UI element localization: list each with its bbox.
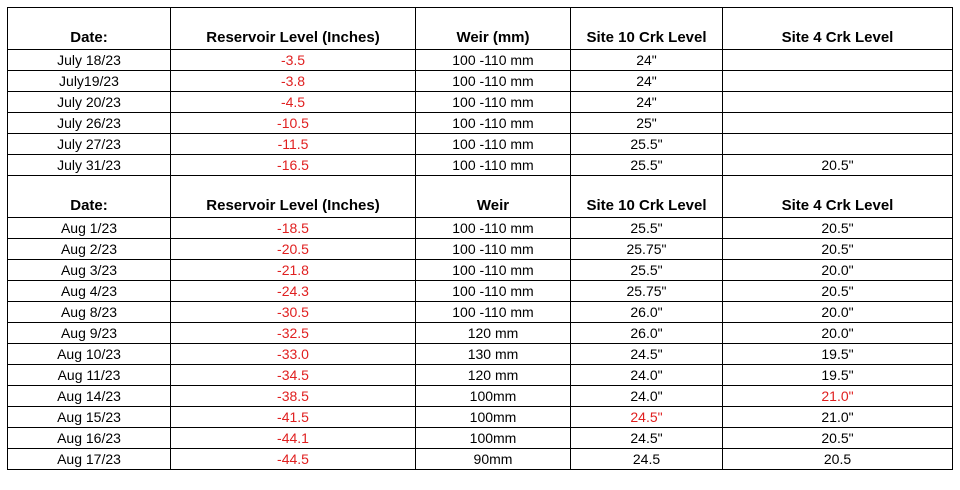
cell-site10: 25.5" (571, 134, 723, 155)
cell-site4: 20.0" (723, 323, 953, 344)
cell-site10: 24.0" (571, 365, 723, 386)
table-row (8, 155, 953, 176)
cell-site10: 25.5" (571, 260, 723, 281)
header-weir: Weir (416, 176, 571, 218)
table-row (8, 344, 953, 365)
cell-reservoir: -11.5 (171, 134, 416, 155)
table-row (8, 134, 953, 155)
table-row (8, 113, 953, 134)
cell-date: Aug 4/23 (8, 281, 171, 302)
cell-site10: 24.5 (571, 449, 723, 470)
cell-site10: 24.5" (571, 407, 723, 428)
header-reservoir-level: Reservoir Level (Inches) (171, 8, 416, 50)
cell-site10: 25.5" (571, 218, 723, 239)
cell-weir: 100 -110 mm (416, 239, 571, 260)
cell-site10: 25" (571, 113, 723, 134)
cell-site4: 21.0" (723, 386, 953, 407)
table-row (8, 50, 953, 71)
cell-site4 (723, 134, 953, 155)
cell-reservoir: -4.5 (171, 92, 416, 113)
cell-date: Aug 3/23 (8, 260, 171, 281)
table-body (8, 8, 953, 470)
cell-date: July 18/23 (8, 50, 171, 71)
cell-weir: 100 -110 mm (416, 155, 571, 176)
cell-reservoir: -3.8 (171, 71, 416, 92)
header-reservoir-level: Reservoir Level (Inches) (171, 176, 416, 218)
cell-site10: 25.75" (571, 281, 723, 302)
cell-site4: 20.0" (723, 260, 953, 281)
cell-reservoir: -41.5 (171, 407, 416, 428)
cell-weir: 90mm (416, 449, 571, 470)
cell-date: Aug 14/23 (8, 386, 171, 407)
table-row (8, 281, 953, 302)
cell-reservoir: -3.5 (171, 50, 416, 71)
cell-site4: 19.5" (723, 344, 953, 365)
table-row (8, 239, 953, 260)
cell-date: July 20/23 (8, 92, 171, 113)
cell-site10: 24.5" (571, 344, 723, 365)
cell-weir: 100 -110 mm (416, 260, 571, 281)
cell-date: Aug 9/23 (8, 323, 171, 344)
cell-weir: 100mm (416, 407, 571, 428)
table-row (8, 407, 953, 428)
cell-weir: 130 mm (416, 344, 571, 365)
cell-site10: 25.5" (571, 155, 723, 176)
water-level-table (7, 7, 953, 470)
cell-reservoir: -33.0 (171, 344, 416, 365)
cell-site10: 25.75" (571, 239, 723, 260)
cell-site10: 24.0" (571, 386, 723, 407)
cell-site4 (723, 92, 953, 113)
cell-date: Aug 8/23 (8, 302, 171, 323)
cell-reservoir: -18.5 (171, 218, 416, 239)
cell-date: Aug 10/23 (8, 344, 171, 365)
table-row (8, 449, 953, 470)
cell-date: Aug 2/23 (8, 239, 171, 260)
cell-reservoir: -24.3 (171, 281, 416, 302)
cell-site10: 24.5" (571, 428, 723, 449)
header-row (8, 176, 953, 218)
cell-site4 (723, 71, 953, 92)
cell-weir: 120 mm (416, 365, 571, 386)
cell-weir: 100 -110 mm (416, 134, 571, 155)
cell-date: July 26/23 (8, 113, 171, 134)
table-row (8, 92, 953, 113)
cell-weir: 100 -110 mm (416, 218, 571, 239)
cell-weir: 100 -110 mm (416, 302, 571, 323)
cell-site4: 20.5" (723, 428, 953, 449)
cell-reservoir: -10.5 (171, 113, 416, 134)
cell-site10: 26.0" (571, 323, 723, 344)
cell-reservoir: -44.5 (171, 449, 416, 470)
cell-site4: 21.0" (723, 407, 953, 428)
cell-date: Aug 1/23 (8, 218, 171, 239)
cell-date: Aug 16/23 (8, 428, 171, 449)
cell-weir: 100 -110 mm (416, 92, 571, 113)
header-site10-level: Site 10 Crk Level (571, 176, 723, 218)
cell-reservoir: -32.5 (171, 323, 416, 344)
cell-date: July 27/23 (8, 134, 171, 155)
table-row (8, 218, 953, 239)
table-row (8, 71, 953, 92)
cell-reservoir: -30.5 (171, 302, 416, 323)
cell-date: Aug 17/23 (8, 449, 171, 470)
header-row (8, 8, 953, 50)
cell-weir: 100 -110 mm (416, 113, 571, 134)
header-site4-level: Site 4 Crk Level (723, 176, 953, 218)
table-row (8, 365, 953, 386)
header-weir: Weir (mm) (416, 8, 571, 50)
cell-reservoir: -38.5 (171, 386, 416, 407)
cell-site4: 20.5" (723, 239, 953, 260)
table-row (8, 428, 953, 449)
cell-reservoir: -20.5 (171, 239, 416, 260)
cell-date: July19/23 (8, 71, 171, 92)
cell-site4: 20.5" (723, 281, 953, 302)
cell-date: Aug 11/23 (8, 365, 171, 386)
table-row (8, 386, 953, 407)
cell-site4: 19.5" (723, 365, 953, 386)
table-row (8, 260, 953, 281)
cell-reservoir: -44.1 (171, 428, 416, 449)
table-row (8, 302, 953, 323)
cell-site10: 24" (571, 50, 723, 71)
cell-date: July 31/23 (8, 155, 171, 176)
cell-site10: 26.0" (571, 302, 723, 323)
header-date: Date: (8, 8, 171, 50)
header-site10-level: Site 10 Crk Level (571, 8, 723, 50)
cell-site4 (723, 113, 953, 134)
cell-weir: 120 mm (416, 323, 571, 344)
cell-site10: 24" (571, 71, 723, 92)
header-date: Date: (8, 176, 171, 218)
cell-weir: 100 -110 mm (416, 50, 571, 71)
cell-site4: 20.0" (723, 302, 953, 323)
cell-weir: 100mm (416, 386, 571, 407)
cell-site10: 24" (571, 92, 723, 113)
cell-site4 (723, 50, 953, 71)
cell-site4: 20.5" (723, 155, 953, 176)
cell-reservoir: -21.8 (171, 260, 416, 281)
cell-reservoir: -16.5 (171, 155, 416, 176)
header-site4-level: Site 4 Crk Level (723, 8, 953, 50)
cell-weir: 100mm (416, 428, 571, 449)
cell-site4: 20.5" (723, 218, 953, 239)
cell-weir: 100 -110 mm (416, 71, 571, 92)
cell-date: Aug 15/23 (8, 407, 171, 428)
cell-site4: 20.5 (723, 449, 953, 470)
cell-weir: 100 -110 mm (416, 281, 571, 302)
cell-reservoir: -34.5 (171, 365, 416, 386)
table-row (8, 323, 953, 344)
